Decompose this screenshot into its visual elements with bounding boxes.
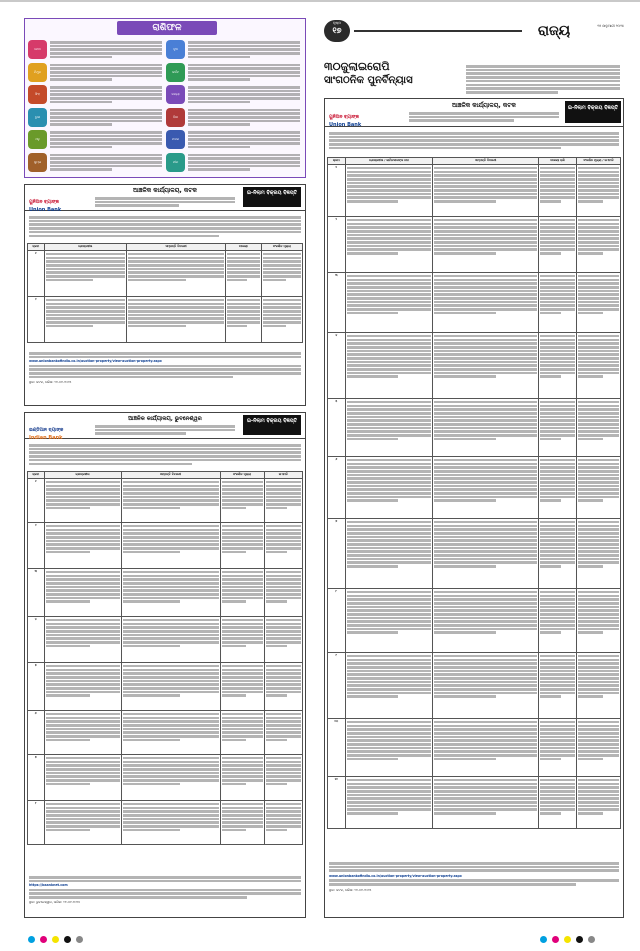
table-row: ୬ [28, 710, 303, 754]
union-bank-right-footer [329, 861, 619, 892]
table-header-cell: ଇଏମଡି [264, 472, 303, 479]
horoscope-entry [166, 39, 302, 60]
registration-dot [64, 936, 71, 943]
table-header-cell: ସଂରକ୍ଷିତ ମୂଲ୍ୟ / ଇଏମଡି [577, 158, 621, 165]
zodiac-sign-icon: ସିଂହ [28, 85, 47, 104]
horoscope-entry [28, 62, 164, 83]
horoscope-entry [28, 129, 164, 150]
zodiac-sign-icon: ମକର [166, 130, 185, 149]
union-bank-left-url[interactable]: www.unionbankofindia.co.in/auction-property/view-auction-property.aspx [29, 359, 162, 364]
table-row: ୧୧ [328, 776, 621, 828]
union-bank-left-notice-title: ଇ-ନିଲାମ ବିକ୍ରୟ ବିଜ୍ଞପ୍ତି [243, 187, 301, 207]
table-header-cell: କ୍ରମ [28, 244, 45, 251]
table-row: ୫ [28, 662, 303, 710]
union-bank-right-intro [329, 131, 619, 151]
table-row: ୬ [328, 456, 621, 518]
registration-dot [540, 936, 547, 943]
zodiac-sign-icon: ମେଷ [28, 40, 47, 59]
union-bank-left-brand: ୟୁନିଅନ ବ୍ୟାଙ୍କ [29, 200, 59, 205]
union-bank-left-intro [29, 215, 301, 238]
registration-dot [552, 936, 559, 943]
horoscope-entry [28, 152, 164, 173]
table-header-cell: ବକେୟା [226, 244, 262, 251]
table-header-cell: ବକେୟା ରାଶି [538, 158, 576, 165]
table-row: ୧ [28, 250, 303, 296]
table-header-cell: ସମ୍ପତ୍ତି ବିବରଣୀ [127, 244, 226, 251]
indian-bank-notice [24, 412, 306, 918]
registration-dot [52, 936, 59, 943]
indian-bank-logo [29, 416, 81, 441]
indian-bank-branch: ଆଞ୍ଚଳିକ କାର୍ଯ୍ୟାଳୟ, ଭୁବନେଶ୍ୱର [128, 416, 202, 422]
registration-dot [576, 936, 583, 943]
table-row: ୩ [328, 272, 621, 332]
top-rule [0, 0, 640, 2]
table-header-cell: ଋଣଗ୍ରହୀତା [44, 244, 127, 251]
horoscope-box [24, 18, 306, 178]
zodiac-sign-icon: ଧନୁ [28, 130, 47, 149]
table-header-cell: ଋଣଗ୍ରହୀତା [44, 472, 121, 479]
table-row: ୯ [328, 652, 621, 718]
zodiac-sign-icon: କୁମ୍ଭ [28, 153, 47, 172]
zodiac-sign-icon: କନ୍ୟା [166, 85, 185, 104]
union-bank-right-notice-title: ଇ-ନିଲାମ ବିକ୍ରୟ ବିଜ୍ଞପ୍ତି [565, 101, 621, 123]
horoscope-entry [28, 39, 164, 60]
masthead-rule [354, 30, 522, 32]
horoscope-grid [28, 39, 304, 175]
table-header-cell: କ୍ରମ [328, 158, 346, 165]
registration-marks-left [28, 936, 108, 944]
table-row: ୧୦ [328, 718, 621, 776]
registration-dot [76, 936, 83, 943]
union-bank-left-footer [29, 351, 301, 384]
table-row: ୧ [28, 478, 303, 522]
paper-name: ରାଜ୍ୟ [537, 23, 571, 39]
indian-bank-intro [29, 443, 301, 466]
registration-dot [564, 936, 571, 943]
zodiac-sign-icon: ମୀନ [166, 153, 185, 172]
union-bank-left-notice [24, 184, 306, 406]
table-header-cell: ସମ୍ପତ୍ତି ବିବରଣୀ [121, 472, 220, 479]
page-label: ପୃଷ୍ଠା [332, 21, 342, 25]
table-row: ୫ [328, 398, 621, 456]
horoscope-title: ରାଶିଫଳ [117, 21, 217, 35]
union-bank-right-table [327, 157, 621, 857]
zodiac-sign-icon: କର୍କଟ [166, 63, 185, 82]
indian-bank-header [25, 413, 305, 439]
horoscope-entry [166, 129, 302, 150]
indian-bank-address [95, 424, 235, 436]
indian-bank-url[interactable]: https://baanknet.com [29, 883, 68, 888]
horoscope-entry [28, 107, 164, 128]
table-row: ୨ [28, 296, 303, 342]
union-bank-left-logo [29, 188, 75, 213]
union-bank-right-place: ସ୍ଥାନ: କଟକ, ତାରିଖ: ୨୭.୦୧.୨୦୨୫ [329, 887, 372, 892]
table-row: ୪ [28, 616, 303, 662]
indian-bank-brand: ଇଣ୍ଡିଆନ ବ୍ୟାଙ୍କ [29, 428, 64, 433]
horoscope-entry [166, 152, 302, 173]
table-row: ୭ [28, 754, 303, 800]
table-row: ୨ [28, 522, 303, 568]
page-number-badge [324, 20, 350, 42]
indian-bank-place: ସ୍ଥାନ: ଭୁବନେଶ୍ୱର, ତାରିଖ: ୨୭.୦୧.୨୦୨୫ [29, 899, 81, 904]
union-bank-left-place: ସ୍ଥାନ: କଟକ, ତାରିଖ: ୨୭.୦୧.୨୦୨୫ [29, 379, 72, 384]
table-header-cell: ସଂରକ୍ଷିତ ମୂଲ୍ୟ [261, 244, 302, 251]
zodiac-sign-icon: ବିଛା [166, 108, 185, 127]
union-bank-right-branch: ଆଞ୍ଚଳିକ କାର୍ଯ୍ୟାଳୟ, କଟକ [452, 102, 516, 109]
masthead [324, 20, 624, 42]
table-row: ୭ [328, 518, 621, 588]
indian-bank-brand-en: Indian Bank [29, 435, 63, 441]
union-bank-left-brand-en: Union Bank [29, 207, 62, 213]
union-bank-left-branch: ଆଞ୍ଚଳିକ କାର୍ଯ୍ୟାଳୟ, କଟକ [133, 187, 197, 194]
union-bank-logo [329, 103, 377, 128]
registration-dot [588, 936, 595, 943]
headline-block [324, 60, 462, 94]
table-header-cell: ଋଣଗ୍ରହୀତା / ଜାମିନଦାରଙ୍କ ନାମ [345, 158, 433, 165]
union-bank-right-address [409, 111, 559, 123]
union-bank-left-table [27, 243, 303, 347]
masthead-date: ୨୭ ଜାନୁଆରୀ ୨୦୨୫ [597, 24, 624, 28]
page-number: ୧୭ [332, 26, 342, 35]
indian-bank-notice-title: ଇ-ନିଲାମ ବିକ୍ରୟ ବିଜ୍ଞପ୍ତି [243, 415, 301, 435]
registration-marks-right [540, 936, 620, 944]
table-row: ୧ [328, 164, 621, 216]
union-bank-left-address [95, 196, 235, 208]
zodiac-sign-icon: ବୃଷ [166, 40, 185, 59]
table-row: ୮ [28, 800, 303, 844]
horoscope-entry [28, 84, 164, 105]
headline-body [466, 64, 620, 96]
table-row: ୪ [328, 332, 621, 398]
zodiac-sign-icon: ତୁଳା [28, 108, 47, 127]
table-row: ୮ [328, 588, 621, 652]
union-bank-left-header [25, 185, 305, 211]
horoscope-entry [166, 107, 302, 128]
union-bank-right-notice [324, 98, 624, 918]
zodiac-sign-icon: ମିଥୁନ [28, 63, 47, 82]
table-header-cell: କ୍ରମ [28, 472, 45, 479]
table-row: ୩ [28, 568, 303, 616]
horoscope-entry [166, 62, 302, 83]
union-bank-brand-en: Union Bank [329, 122, 362, 128]
indian-bank-footer [29, 875, 301, 904]
union-bank-right-url[interactable]: www.unionbankofindia.co.in/auction-property/view-auction-property.aspx [329, 874, 462, 879]
indian-bank-table [27, 471, 303, 871]
headline-line-1: ୩୦ଜୁଲାଇରୋପି [324, 60, 390, 73]
union-bank-right-header [325, 99, 623, 127]
union-bank-brand: ୟୁନିଅନ ବ୍ୟାଙ୍କ [329, 115, 359, 120]
registration-dot [40, 936, 47, 943]
horoscope-entry [166, 84, 302, 105]
table-row: ୨ [328, 216, 621, 272]
registration-dot [28, 936, 35, 943]
headline-line-2: ସାଂଗଠନିକ ପୁନର୍ବିନ୍ୟାସ [324, 75, 413, 86]
table-header-cell: ସମ୍ପତ୍ତି ବିବରଣୀ [433, 158, 538, 165]
table-header-cell: ସଂରକ୍ଷିତ ମୂଲ୍ୟ [220, 472, 264, 479]
